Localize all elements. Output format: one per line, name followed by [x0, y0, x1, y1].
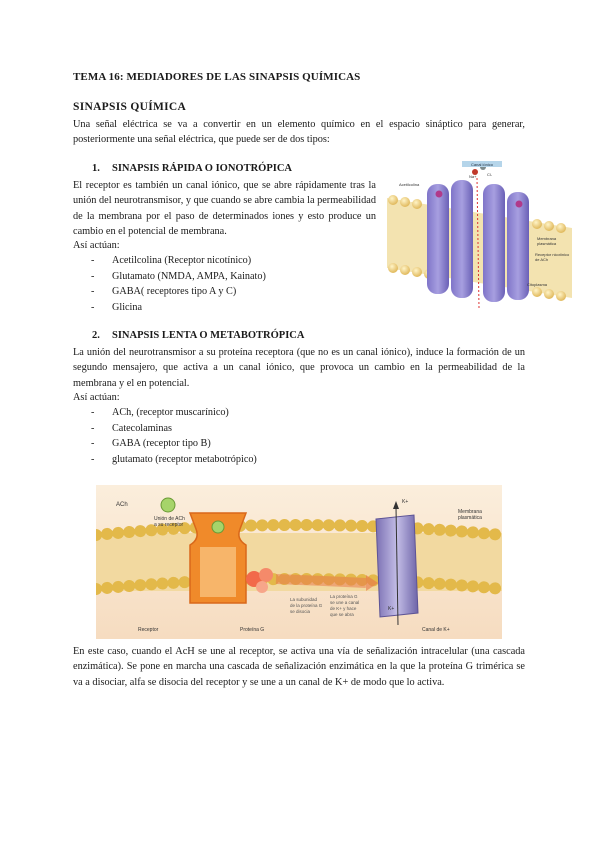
- fig1-label-right2: plasmática: [537, 241, 557, 246]
- list-item: - Glutamato (NMDA, AMPA, Kainato): [91, 269, 266, 285]
- fig1-label-na: Na+: [469, 174, 477, 179]
- fig2-label-canal: Canal de K+: [422, 627, 450, 633]
- fig1-label-top: Canal iónico: [470, 162, 494, 167]
- section2-list: [91, 405, 257, 467]
- fig2-label-sub2a: La proteína G: [330, 594, 358, 599]
- fig2-label-union1: Unión de ACh: [154, 516, 185, 522]
- acetylcholine-dot: [516, 201, 523, 208]
- ionotropic-receptor-figure: [387, 158, 572, 330]
- fig2-label-k: K+: [402, 499, 409, 505]
- fig2-label-membrana1: Membrana: [458, 509, 482, 515]
- g-protein-beta: [259, 568, 273, 582]
- section1-title: SINAPSIS RÁPIDA O IONOTRÓPICA: [112, 163, 292, 174]
- section2-acts: Así actúan:: [73, 392, 120, 403]
- section-heading: SINAPSIS QUÍMICA: [73, 101, 187, 113]
- fig2-label-proteina: Proteína G: [240, 627, 265, 633]
- fig2-label-k2: K+: [388, 606, 395, 612]
- list-item: - glutamato (receptor metabotrópico): [91, 452, 257, 468]
- list-item: - GABA( receptores tipo A y C): [91, 284, 266, 300]
- fig1-label-bottom: Citoplasma: [527, 282, 548, 287]
- fig2-label-union2: a su receptor: [154, 522, 184, 528]
- intro-paragraph: Una señal eléctrica se va a convertir en un elemento químico en el espacio sináptico para generar, posteriormente una señal eléctrica, que puede ser de dos tipos:: [73, 119, 525, 146]
- section1-acts: Así actúan:: [73, 240, 120, 251]
- g-protein-gamma: [256, 581, 268, 593]
- list-item: - Catecolaminas: [91, 421, 257, 437]
- fig2-label-membrana2: plasmática: [458, 515, 482, 521]
- acetylcholine-dot: [436, 191, 443, 198]
- section1-number: 1.: [92, 163, 100, 174]
- fig1-label-right3: Receptor nicotínico: [535, 252, 570, 257]
- fig1-label-acetyl: Acetilcolina: [399, 182, 420, 187]
- section2-heading: [92, 330, 304, 341]
- section2-number: 2.: [92, 330, 100, 341]
- fig1-label-cl: Cl-: [487, 172, 493, 177]
- fig2-label-sub2d: que se abra: [330, 612, 354, 617]
- document-title: TEMA 16: MEDIADORES DE LAS SINAPSIS QUÍMICAS: [73, 71, 361, 83]
- fig2-label-receptor: Receptor: [138, 627, 159, 633]
- fig2-label-sub1b: de la proteína G: [290, 603, 323, 608]
- section1-heading: [92, 163, 292, 174]
- list-item: - ACh, (receptor muscarínico): [91, 405, 257, 421]
- section2-title: SINAPSIS LENTA O METABOTRÓPICA: [112, 330, 305, 341]
- section2-body: La unión del neurotransmisor a su proteína receptora (que no es un canal iónico), induce la formación de un segundo mensajero, que activa a un canal iónico, que provoca un cambio en la permeabilidad de la membrana y el en potencial.: [73, 347, 525, 389]
- fig2-label-sub2b: se une a canal: [330, 600, 360, 605]
- fig1-label-right1: Membrana: [537, 236, 557, 241]
- list-item: - GABA (receptor tipo B): [91, 436, 257, 452]
- fig2-label-ach: ACh: [116, 502, 128, 508]
- fig2-label-sub1c: se disocia: [290, 609, 311, 614]
- list-item: - Glicina: [91, 300, 266, 316]
- fig1-label-right4: de ACh: [535, 257, 549, 262]
- fig2-label-sub1a: La subunidad: [290, 597, 318, 602]
- ach-molecule-bound: [212, 521, 224, 533]
- section1-body: El receptor es también un canal iónico, que se abre rápidamente tras la unión del neurotransmisor, y que cuando se abre cambia la permeabilidad de la membrana por el paso de determinados iones y esto produce un cambio en el potencial de membrana.: [73, 180, 376, 238]
- list-item: - Acetilcolina (Receptor nicotínico): [91, 253, 266, 269]
- fig2-label-sub2c: de K+ y hace: [330, 606, 357, 611]
- section1-list: [91, 253, 266, 315]
- closing-paragraph: En este caso, cuando el AcH se une al receptor, se activa una vía de señalización intracelular (una cascada enzimática). Se pone en marcha una cascada de señalización enzimática en la que la proteína G trimérica se va a disociar, alfa se disocia del receptor y se une a un canal de K+ de modo que lo activa.: [73, 646, 525, 688]
- metabotropic-receptor-figure: [96, 485, 502, 639]
- ach-molecule: [161, 498, 175, 512]
